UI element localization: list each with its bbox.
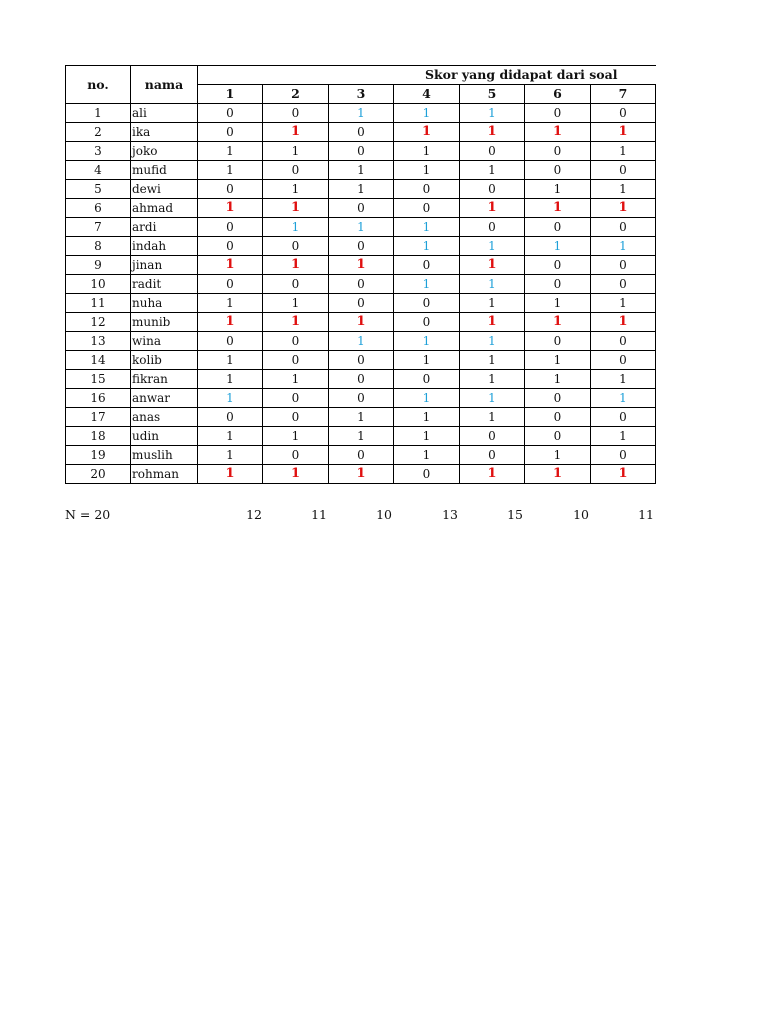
cell-score-q1: 0 — [198, 123, 263, 142]
cell-no: 19 — [66, 446, 131, 465]
cell-score-q2: 1 — [263, 123, 329, 142]
cell-score-q6: 0 — [525, 427, 591, 446]
cell-score-q2: 0 — [263, 237, 329, 256]
column-header-question-1: 1 — [198, 85, 263, 104]
table-row — [66, 123, 656, 142]
total-question-6: 10 — [573, 507, 589, 522]
cell-score-q1: 1 — [198, 370, 263, 389]
cell-score-q4: 0 — [394, 199, 460, 218]
cell-nama: anwar — [131, 389, 198, 408]
table-row — [66, 275, 656, 294]
table-row — [66, 199, 656, 218]
cell-score-q7: 1 — [591, 237, 656, 256]
cell-nama: munib — [131, 313, 198, 332]
cell-score-q5: 1 — [460, 389, 525, 408]
cell-score-q1: 0 — [198, 104, 263, 123]
table-row — [66, 465, 656, 484]
cell-score-q1: 1 — [198, 256, 263, 275]
cell-nama: rohman — [131, 465, 198, 484]
cell-no: 15 — [66, 370, 131, 389]
cell-no: 12 — [66, 313, 131, 332]
cell-score-q1: 1 — [198, 199, 263, 218]
cell-score-q7: 1 — [591, 180, 656, 199]
cell-score-q6: 0 — [525, 218, 591, 237]
column-header-question-3: 3 — [329, 85, 394, 104]
cell-score-q7: 0 — [591, 332, 656, 351]
total-question-5: 15 — [507, 507, 523, 522]
cell-score-q2: 0 — [263, 351, 329, 370]
cell-score-q1: 1 — [198, 351, 263, 370]
table-row — [66, 161, 656, 180]
cell-score-q7: 0 — [591, 104, 656, 123]
cell-score-q4: 0 — [394, 313, 460, 332]
cell-no: 4 — [66, 161, 131, 180]
cell-score-q3: 0 — [329, 142, 394, 161]
cell-score-q3: 0 — [329, 446, 394, 465]
cell-score-q6: 1 — [525, 446, 591, 465]
cell-score-q6: 1 — [525, 313, 591, 332]
cell-score-q3: 0 — [329, 370, 394, 389]
cell-score-q5: 0 — [460, 427, 525, 446]
column-header-question-7: 7 — [591, 85, 656, 104]
cell-score-q7: 0 — [591, 408, 656, 427]
cell-score-q5: 1 — [460, 408, 525, 427]
cell-score-q7: 0 — [591, 446, 656, 465]
cell-score-q4: 1 — [394, 104, 460, 123]
cell-score-q4: 1 — [394, 332, 460, 351]
cell-score-q7: 1 — [591, 199, 656, 218]
cell-score-q1: 0 — [198, 332, 263, 351]
cell-score-q6: 0 — [525, 142, 591, 161]
cell-no: 1 — [66, 104, 131, 123]
cell-score-q1: 0 — [198, 237, 263, 256]
cell-score-q4: 1 — [394, 123, 460, 142]
cell-nama: indah — [131, 237, 198, 256]
cell-score-q5: 1 — [460, 237, 525, 256]
cell-score-q1: 1 — [198, 294, 263, 313]
cell-score-q6: 0 — [525, 389, 591, 408]
cell-score-q1: 1 — [198, 446, 263, 465]
scores-group-header: Skor yang didapat dari soal — [198, 66, 656, 85]
cell-score-q2: 1 — [263, 142, 329, 161]
cell-score-q5: 1 — [460, 351, 525, 370]
cell-nama: ardi — [131, 218, 198, 237]
cell-score-q3: 1 — [329, 104, 394, 123]
cell-score-q6: 0 — [525, 256, 591, 275]
cell-no: 17 — [66, 408, 131, 427]
cell-score-q3: 1 — [329, 332, 394, 351]
cell-score-q6: 0 — [525, 275, 591, 294]
cell-nama: anas — [131, 408, 198, 427]
cell-score-q5: 1 — [460, 161, 525, 180]
cell-score-q2: 0 — [263, 275, 329, 294]
cell-score-q2: 1 — [263, 294, 329, 313]
total-question-7: 11 — [638, 507, 654, 522]
table-row — [66, 446, 656, 465]
cell-no: 9 — [66, 256, 131, 275]
cell-nama: muslih — [131, 446, 198, 465]
total-question-1: 12 — [246, 507, 262, 522]
cell-score-q6: 1 — [525, 180, 591, 199]
cell-score-q5: 1 — [460, 465, 525, 484]
cell-no: 8 — [66, 237, 131, 256]
cell-nama: nuha — [131, 294, 198, 313]
cell-nama: dewi — [131, 180, 198, 199]
cell-nama: ika — [131, 123, 198, 142]
cell-score-q6: 1 — [525, 294, 591, 313]
cell-score-q3: 0 — [329, 275, 394, 294]
cell-score-q7: 1 — [591, 142, 656, 161]
cell-score-q3: 0 — [329, 389, 394, 408]
cell-score-q2: 0 — [263, 161, 329, 180]
table-row — [66, 237, 656, 256]
cell-no: 3 — [66, 142, 131, 161]
column-header-no: no. — [66, 66, 131, 104]
cell-nama: kolib — [131, 351, 198, 370]
cell-score-q5: 1 — [460, 123, 525, 142]
cell-score-q2: 1 — [263, 465, 329, 484]
header-row-title — [66, 66, 656, 85]
cell-nama: wina — [131, 332, 198, 351]
cell-score-q5: 1 — [460, 370, 525, 389]
cell-score-q3: 0 — [329, 199, 394, 218]
cell-nama: jinan — [131, 256, 198, 275]
table-row — [66, 104, 656, 123]
total-question-3: 10 — [376, 507, 392, 522]
table-row — [66, 294, 656, 313]
cell-score-q4: 0 — [394, 370, 460, 389]
cell-score-q4: 1 — [394, 389, 460, 408]
cell-score-q2: 1 — [263, 180, 329, 199]
cell-score-q7: 1 — [591, 427, 656, 446]
cell-no: 2 — [66, 123, 131, 142]
cell-score-q7: 0 — [591, 275, 656, 294]
cell-score-q3: 1 — [329, 427, 394, 446]
cell-score-q2: 1 — [263, 256, 329, 275]
column-header-question-5: 5 — [460, 85, 525, 104]
cell-score-q4: 1 — [394, 161, 460, 180]
cell-score-q1: 1 — [198, 142, 263, 161]
total-question-2: 11 — [311, 507, 327, 522]
cell-score-q2: 0 — [263, 332, 329, 351]
cell-no: 14 — [66, 351, 131, 370]
cell-score-q6: 0 — [525, 332, 591, 351]
cell-score-q6: 1 — [525, 199, 591, 218]
cell-score-q6: 1 — [525, 465, 591, 484]
cell-score-q1: 1 — [198, 427, 263, 446]
cell-score-q6: 1 — [525, 351, 591, 370]
cell-score-q6: 0 — [525, 104, 591, 123]
cell-score-q6: 1 — [525, 237, 591, 256]
cell-score-q5: 1 — [460, 332, 525, 351]
cell-score-q4: 0 — [394, 256, 460, 275]
cell-score-q6: 1 — [525, 370, 591, 389]
cell-score-q1: 1 — [198, 161, 263, 180]
table-row — [66, 332, 656, 351]
cell-score-q3: 0 — [329, 237, 394, 256]
cell-score-q5: 0 — [460, 180, 525, 199]
cell-score-q6: 1 — [525, 123, 591, 142]
table-body — [66, 104, 656, 484]
cell-no: 16 — [66, 389, 131, 408]
cell-no: 6 — [66, 199, 131, 218]
cell-score-q4: 0 — [394, 180, 460, 199]
cell-score-q4: 1 — [394, 351, 460, 370]
cell-score-q2: 0 — [263, 104, 329, 123]
table-row — [66, 218, 656, 237]
cell-score-q3: 0 — [329, 123, 394, 142]
table-row — [66, 142, 656, 161]
cell-score-q4: 1 — [394, 237, 460, 256]
cell-nama: ali — [131, 104, 198, 123]
cell-score-q3: 0 — [329, 351, 394, 370]
cell-score-q5: 0 — [460, 142, 525, 161]
cell-nama: mufid — [131, 161, 198, 180]
table-row — [66, 408, 656, 427]
table-row — [66, 389, 656, 408]
cell-score-q7: 0 — [591, 161, 656, 180]
cell-score-q3: 1 — [329, 256, 394, 275]
summary-row — [65, 507, 655, 525]
score-table — [65, 65, 656, 484]
cell-score-q2: 1 — [263, 313, 329, 332]
cell-score-q5: 0 — [460, 446, 525, 465]
cell-score-q4: 1 — [394, 408, 460, 427]
table-row — [66, 351, 656, 370]
cell-score-q2: 1 — [263, 370, 329, 389]
cell-score-q7: 1 — [591, 370, 656, 389]
column-header-question-2: 2 — [263, 85, 329, 104]
cell-score-q1: 0 — [198, 218, 263, 237]
cell-score-q2: 1 — [263, 199, 329, 218]
cell-score-q1: 1 — [198, 389, 263, 408]
cell-nama: joko — [131, 142, 198, 161]
cell-score-q4: 1 — [394, 142, 460, 161]
cell-score-q6: 0 — [525, 161, 591, 180]
table-row — [66, 427, 656, 446]
cell-no: 18 — [66, 427, 131, 446]
cell-score-q7: 0 — [591, 218, 656, 237]
cell-no: 13 — [66, 332, 131, 351]
cell-score-q5: 1 — [460, 294, 525, 313]
cell-score-q2: 1 — [263, 218, 329, 237]
column-header-question-4: 4 — [394, 85, 460, 104]
cell-score-q3: 1 — [329, 465, 394, 484]
cell-no: 20 — [66, 465, 131, 484]
cell-score-q2: 0 — [263, 446, 329, 465]
cell-score-q3: 1 — [329, 408, 394, 427]
cell-score-q1: 0 — [198, 180, 263, 199]
cell-score-q7: 0 — [591, 351, 656, 370]
cell-score-q5: 1 — [460, 104, 525, 123]
cell-score-q2: 0 — [263, 408, 329, 427]
cell-score-q4: 0 — [394, 465, 460, 484]
cell-score-q5: 1 — [460, 275, 525, 294]
table-row — [66, 180, 656, 199]
cell-score-q4: 1 — [394, 446, 460, 465]
cell-score-q7: 1 — [591, 465, 656, 484]
n-count-label: N = 20 — [65, 507, 111, 522]
cell-nama: udin — [131, 427, 198, 446]
column-header-nama: nama — [131, 66, 198, 104]
cell-no: 11 — [66, 294, 131, 313]
cell-score-q6: 0 — [525, 408, 591, 427]
cell-score-q3: 1 — [329, 180, 394, 199]
cell-nama: fikran — [131, 370, 198, 389]
cell-no: 10 — [66, 275, 131, 294]
cell-score-q1: 1 — [198, 313, 263, 332]
cell-score-q3: 1 — [329, 161, 394, 180]
column-header-question-6: 6 — [525, 85, 591, 104]
cell-score-q5: 1 — [460, 256, 525, 275]
cell-score-q3: 1 — [329, 218, 394, 237]
cell-score-q7: 0 — [591, 256, 656, 275]
table-row — [66, 256, 656, 275]
cell-no: 7 — [66, 218, 131, 237]
cell-score-q5: 0 — [460, 218, 525, 237]
cell-score-q7: 1 — [591, 294, 656, 313]
cell-score-q1: 0 — [198, 275, 263, 294]
cell-score-q2: 0 — [263, 389, 329, 408]
cell-score-q4: 0 — [394, 294, 460, 313]
cell-no: 5 — [66, 180, 131, 199]
cell-score-q1: 0 — [198, 408, 263, 427]
cell-score-q3: 0 — [329, 294, 394, 313]
cell-nama: radit — [131, 275, 198, 294]
cell-score-q1: 1 — [198, 465, 263, 484]
cell-score-q3: 1 — [329, 313, 394, 332]
cell-score-q4: 1 — [394, 275, 460, 294]
cell-score-q5: 1 — [460, 313, 525, 332]
cell-score-q2: 1 — [263, 427, 329, 446]
cell-score-q4: 1 — [394, 427, 460, 446]
total-question-4: 13 — [442, 507, 458, 522]
cell-score-q5: 1 — [460, 199, 525, 218]
cell-score-q7: 1 — [591, 389, 656, 408]
cell-score-q7: 1 — [591, 313, 656, 332]
cell-nama: ahmad — [131, 199, 198, 218]
cell-score-q4: 1 — [394, 218, 460, 237]
cell-score-q7: 1 — [591, 123, 656, 142]
table-row — [66, 313, 656, 332]
table-row — [66, 370, 656, 389]
